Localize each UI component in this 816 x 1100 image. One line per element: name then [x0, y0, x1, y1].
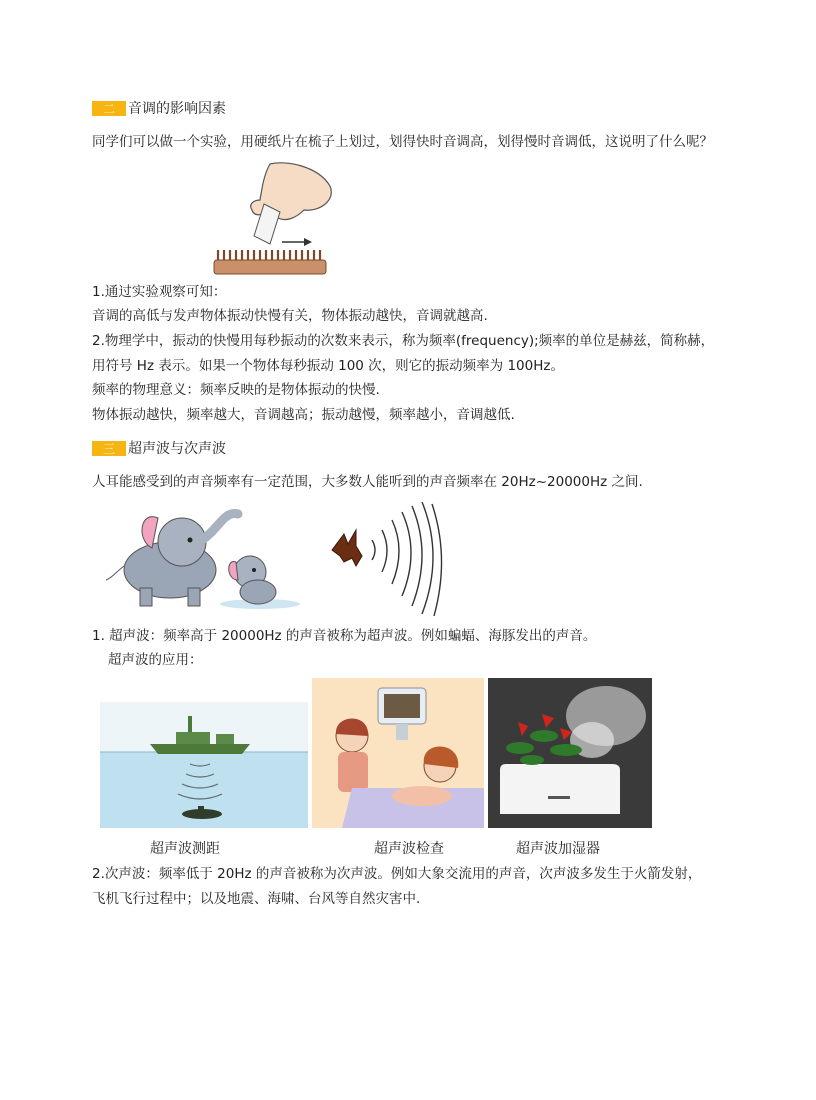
- ship-sonar-illustration: [100, 702, 308, 828]
- paragraph: 同学们可以做一个实验，用硬纸片在梳子上划过，划得快时音调高，划得慢时音调低，这说明了什么呢？: [92, 134, 713, 150]
- section-badge: 二: [92, 101, 126, 116]
- paragraph: 频率的物理意义：频率反映的是物体振动的快慢.: [92, 382, 380, 398]
- section-badge: 三: [92, 441, 126, 456]
- paragraph: 人耳能感受到的声音频率有一定范围，大多数人能听到的声音频率在 20Hz~20000Hz 之间.: [92, 474, 643, 490]
- section-title: 超声波与次声波: [128, 441, 226, 457]
- hand-comb-illustration: [208, 160, 338, 276]
- paragraph: 1.通过实验观察可知：: [92, 284, 227, 300]
- elephant-illustration: [100, 500, 300, 610]
- ultrasound-exam-illustration: [312, 678, 484, 828]
- paragraph: 超声波的应用：: [108, 652, 203, 668]
- paragraph: 用符号 Hz 表示。如果一个物体每秒振动 100 次，则它的振动频率为 100Hz。: [92, 358, 564, 374]
- paragraph: 音调的高低与发声物体振动快慢有关，物体振动越快，音调就越高.: [92, 308, 488, 324]
- section-heading-2: [92, 98, 226, 118]
- humidifier-illustration: [488, 678, 652, 828]
- figure-caption: 超声波测距: [150, 841, 220, 857]
- bat-sound-waves-illustration: [326, 500, 452, 618]
- paragraph: 2.次声波：频率低于 20Hz 的声音被称为次声波。例如大象交流用的声音，次声波多发生于火箭发射，: [92, 866, 702, 882]
- section-title: 音调的影响因素: [128, 101, 226, 117]
- paragraph: 1. 超声波：频率高于 20000Hz 的声音被称为超声波。例如蝙蝠、海豚发出的声音。: [92, 628, 597, 644]
- figure-caption: 超声波检查: [374, 841, 444, 857]
- figure-caption: 超声波加湿器: [516, 841, 600, 857]
- section-heading-3: [92, 438, 226, 458]
- paragraph: 2.物理学中，振动的快慢用每秒振动的次数来表示，称为频率(frequency);频率的单位是赫兹，简称赫，: [92, 333, 715, 349]
- paragraph: 物体振动越快，频率越大，音调越高；振动越慢，频率越小，音调越低.: [92, 407, 515, 423]
- paragraph: 飞机飞行过程中；以及地震、海啸、台风等自然灾害中.: [92, 891, 421, 907]
